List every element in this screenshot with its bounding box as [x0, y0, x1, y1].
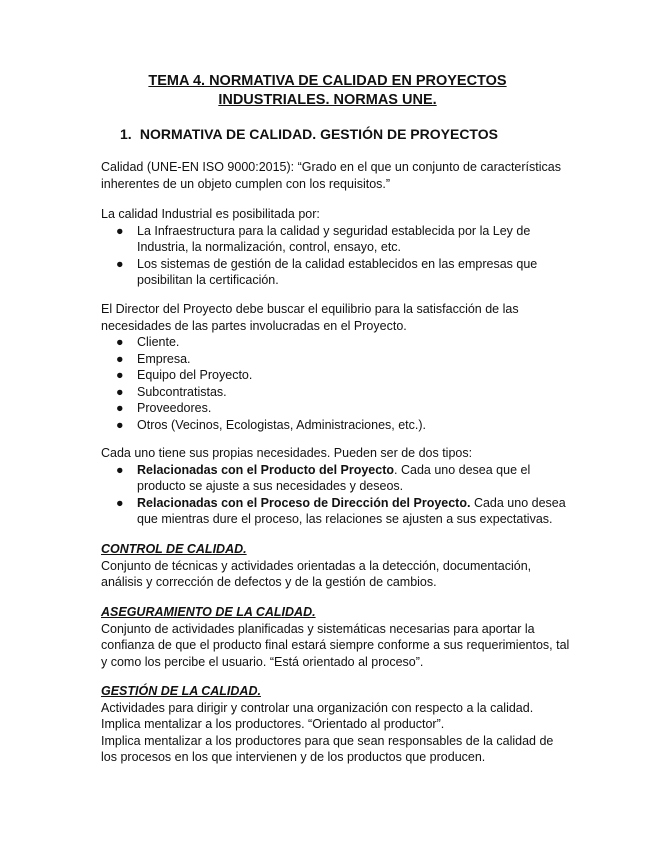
- list-item: [101, 334, 571, 351]
- title-line-1: TEMA 4. NORMATIVA DE CALIDAD EN PROYECTOS: [148, 73, 507, 89]
- quality-control-section: [101, 541, 571, 591]
- assurance-line-2: confianza de que el producto final estará siempre conforme a sus requerimientos, tal: [101, 638, 570, 652]
- quality-assurance-section: [101, 604, 571, 670]
- bullet-icon: ●: [116, 256, 124, 271]
- list-item: [101, 351, 571, 368]
- item-line-1: La Infraestructura para la calidad y seguridad establecida por la Ley de: [137, 223, 531, 238]
- list-item: [101, 384, 571, 401]
- bullet-icon: ●: [116, 384, 124, 399]
- bullet-icon: ●: [116, 351, 124, 366]
- list-item: [101, 256, 571, 289]
- management-line-3: Implica mentalizar a los productores para que sean responsables de la calidad de: [101, 733, 554, 748]
- item-line-2: producto se ajuste a sus necesidades y deseos.: [137, 479, 404, 493]
- quality-management-section: [101, 683, 571, 766]
- item-text: Equipo del Proyecto.: [137, 368, 253, 382]
- definition-line-2: inherentes de un objeto cumplen con los requisitos.”: [101, 176, 391, 191]
- title-line-2: INDUSTRIALES. NORMAS UNE.: [218, 92, 437, 108]
- bullet-icon: ●: [116, 417, 124, 432]
- item-bold-text: Relacionadas con el Proceso de Dirección del Proyecto.: [137, 495, 471, 510]
- stakeholders-list: [101, 334, 571, 433]
- needs-section: [101, 445, 571, 528]
- item-line-2: Industria, la normalización, control, ensayo, etc.: [137, 240, 402, 254]
- bullet-icon: ●: [116, 495, 124, 510]
- definition-paragraph: [101, 159, 571, 192]
- bullet-icon: ●: [116, 401, 124, 415]
- assurance-line-3: y como los percibe el usuario. “Está orientado al proceso”.: [101, 654, 424, 669]
- item-text: Otros (Vecinos, Ecologistas, Administraciones, etc.).: [137, 417, 427, 432]
- item-text: Cliente.: [137, 335, 180, 349]
- list-item: [101, 462, 571, 495]
- assurance-line-1: Conjunto de actividades planificadas y sistemáticas necesarias para aportar la: [101, 621, 535, 636]
- item-text: . Cada uno desea que el: [394, 462, 531, 477]
- management-line-2: Implica mentalizar a los productores. “Orientado al productor”.: [101, 717, 445, 731]
- bullet-icon: ●: [116, 462, 124, 477]
- management-line-4: los procesos en los que intervienen y de los productos que producen.: [101, 750, 486, 764]
- list-item: [101, 417, 571, 434]
- item-line-2: posibilitan la certificación.: [137, 273, 279, 287]
- needs-list: [101, 462, 571, 528]
- item-bold-text: Relacionadas con el Producto del Proyecto: [137, 462, 395, 477]
- assurance-heading: ASEGURAMIENTO DE LA CALIDAD.: [101, 605, 316, 619]
- industrial-list: [101, 223, 571, 289]
- item-text: Proveedores.: [137, 401, 212, 415]
- item-line-2: que mientras dure el proceso, las relaciones se ajusten a sus expectativas.: [137, 512, 553, 526]
- director-line-1: El Director del Proyecto debe buscar el equilibrio para la satisfacción de las: [101, 302, 519, 316]
- item-text: Subcontratistas.: [137, 384, 227, 399]
- industrial-quality-section: [101, 206, 571, 289]
- section-heading: [120, 126, 498, 142]
- control-line-1: Conjunto de técnicas y actividades orientadas a la detección, documentación,: [101, 558, 532, 573]
- list-item: [101, 400, 571, 417]
- document-title: [100, 72, 555, 110]
- list-item: [101, 367, 571, 384]
- list-item: [101, 223, 571, 256]
- control-line-2: análisis y corrección de defectos y de la gestión de cambios.: [101, 575, 437, 589]
- management-line-1: Actividades para dirigir y controlar una organización con respecto a la calidad.: [101, 700, 534, 715]
- item-line-1: Los sistemas de gestión de la calidad establecidos en las empresas que: [137, 256, 538, 271]
- management-heading: GESTIÓN DE LA CALIDAD.: [101, 684, 261, 698]
- item-text: Empresa.: [137, 351, 191, 366]
- bullet-icon: ●: [116, 223, 124, 238]
- section-number: 1.: [120, 126, 132, 142]
- bullet-icon: ●: [116, 335, 124, 349]
- control-heading: CONTROL DE CALIDAD.: [101, 542, 247, 556]
- list-item: [101, 495, 571, 528]
- item-text: Cada uno desea: [470, 495, 566, 510]
- needs-intro: Cada uno tiene sus propias necesidades. Pueden ser de dos tipos:: [101, 446, 473, 460]
- section-title: NORMATIVA DE CALIDAD. GESTIÓN DE PROYECTOS: [139, 126, 498, 142]
- director-section: [101, 301, 571, 433]
- industrial-intro: La calidad Industrial es posibilitada por:: [101, 207, 320, 221]
- definition-line-1: Calidad (UNE-EN ISO 9000:2015): “Grado en el que un conjunto de características: [101, 160, 561, 174]
- director-line-2: necesidades de las partes involucradas en el Proyecto.: [101, 318, 407, 333]
- bullet-icon: ●: [116, 368, 124, 382]
